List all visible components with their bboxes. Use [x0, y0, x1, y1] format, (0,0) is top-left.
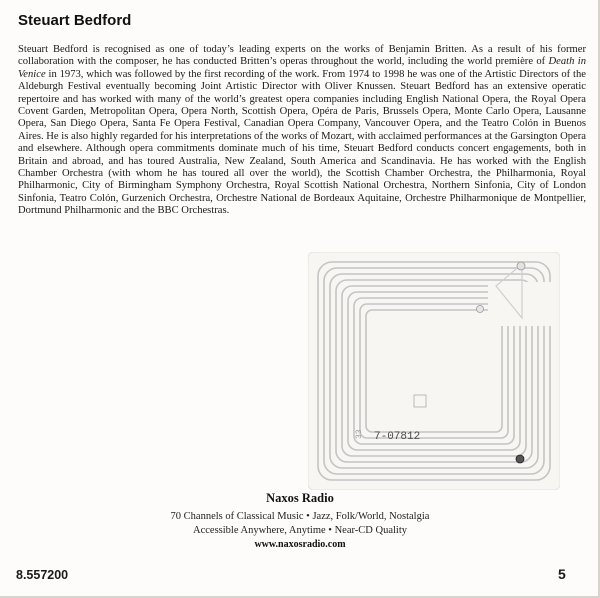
rfid-chip-bottom — [516, 455, 524, 463]
page-number: 5 — [558, 566, 566, 582]
biography-text — [18, 44, 586, 218]
rfid-chip-mid — [477, 306, 484, 313]
rfid-chip-top — [517, 262, 525, 270]
rfid-tag-code: 7-07812 — [374, 431, 421, 443]
svg-text:33: 33 — [355, 429, 364, 439]
advert-line-2: Accessible Anywhere, Anytime • Near-CD Quality — [193, 525, 407, 536]
advert-line-1: 70 Channels of Classical Music • Jazz, Folk/World, Nostalgia — [170, 511, 430, 522]
advert-url: www.naxosradio.com — [254, 539, 346, 550]
bio-opera-title: Death in Venice — [18, 56, 586, 80]
advert-title: Naxos Radio — [266, 491, 334, 505]
section-heading: Steuart Bedford — [18, 12, 132, 29]
catalog-number: 8.557200 — [16, 568, 69, 582]
bio-part-1: Steuart Bedford is recognised as one of today’s leading experts on the works of Benjamin Britten. As a result of his former collaboration with the composer, he has conducted Britten’s operas throughout the world, including the world première of — [18, 44, 586, 68]
naxos-radio-advert — [0, 491, 600, 552]
rfid-security-tag — [308, 252, 560, 490]
bio-part-2: in 1973, which was followed by the first recording of the work. From 1974 to 1998 he was one of the Artistic Directors of the Aldeburgh Festival eventually becoming Joint Artistic Director with Oliver Knussen. Steuart Bedford has an extensive operatic repertoire and has worked with many of the world’s greatest opera companies including English National Opera, the Royal Opera Covent Garden, Metropolitan Opera, Opera North, Scottish Opera, Opéra de Paris, Brussels Opera, Monte Carlo Opera, Lausanne Opera, San Diego Opera, Santa Fe Opera Festival, Canadian Opera Company, Vancouver Opera, and the Teatro Colón in Buenos Aires. He is also highly regarded for his interpretations of the works of Mozart, with acclaimed performances at the Garsington Opera and elsewhere. Although opera commitments dominate much of his time, Steuart Bedford conducts concert engagements, both in Britain and abroad, and has toured Australia, New Zealand, South America and Scandinavia. He has worked with the English Chamber Orchestra (with whom he has toured all over the world), the Scottish Chamber Orchestra, the Philharmonia, Royal Philharmonic, City of Birmingham Symphony Orchestra, Royal Scottish National Orchestra, Northern Sinfonia, City of London Sinfonia, Teatro Colón, Gurzenich Orchestra, Orchestre National de Bordeaux Aquitaine, Orchestre Philharmonique de Montpellier, Dortmund Philharmonic and the BBC Orchestras. — [18, 68, 586, 217]
